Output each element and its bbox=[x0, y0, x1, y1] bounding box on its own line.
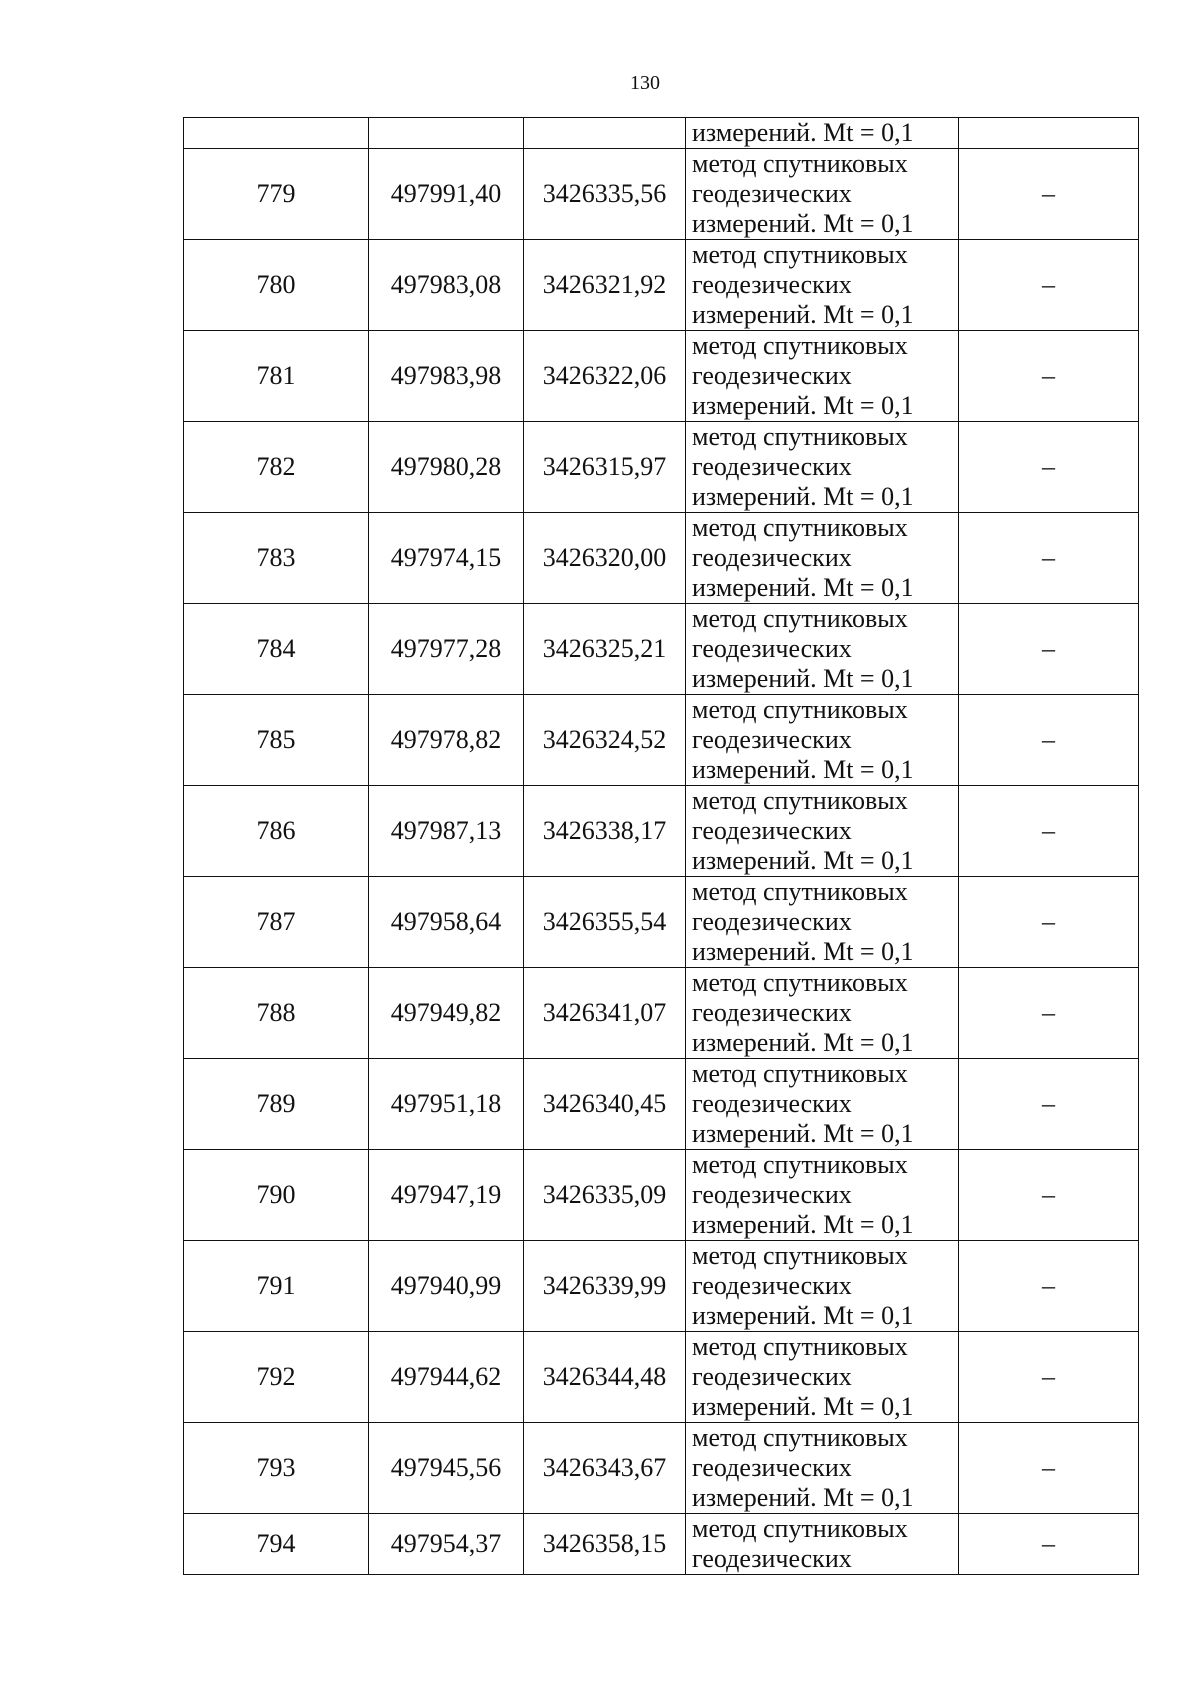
cell-x-coordinate: 497945,56 bbox=[369, 1423, 524, 1514]
cell-y-coordinate: 3426340,45 bbox=[524, 1059, 686, 1150]
cell-y-coordinate: 3426338,17 bbox=[524, 786, 686, 877]
method-line: метод спутниковых bbox=[692, 1059, 908, 1088]
table-row bbox=[184, 968, 1139, 1059]
method-line: метод спутниковых bbox=[692, 149, 908, 178]
cell-x-coordinate: 497958,64 bbox=[369, 877, 524, 968]
cell-method bbox=[686, 1423, 959, 1514]
method-line: метод спутниковых bbox=[692, 1514, 908, 1543]
cell-y-coordinate: 3426358,15 bbox=[524, 1514, 686, 1575]
method-line: геодезических bbox=[692, 1180, 852, 1209]
cell-point-number: 779 bbox=[184, 149, 369, 240]
cell-extra-empty bbox=[959, 118, 1139, 149]
cell-x-coordinate: 497978,82 bbox=[369, 695, 524, 786]
cell-extra: – bbox=[959, 695, 1139, 786]
cell-x-coordinate: 497977,28 bbox=[369, 604, 524, 695]
table-row bbox=[184, 149, 1139, 240]
cell-extra: – bbox=[959, 331, 1139, 422]
cell-extra: – bbox=[959, 149, 1139, 240]
cell-extra: – bbox=[959, 1059, 1139, 1150]
cell-y-coordinate: 3426335,09 bbox=[524, 1150, 686, 1241]
cell-x-coordinate: 497954,37 bbox=[369, 1514, 524, 1575]
cell-method bbox=[686, 240, 959, 331]
cell-method bbox=[686, 1514, 959, 1575]
cell-point-number: 783 bbox=[184, 513, 369, 604]
method-line: геодезических bbox=[692, 907, 852, 936]
cell-y-coordinate: 3426335,56 bbox=[524, 149, 686, 240]
table-row bbox=[184, 240, 1139, 331]
method-line: геодезических bbox=[692, 270, 852, 299]
cell-extra: – bbox=[959, 422, 1139, 513]
method-line: геодезических bbox=[692, 725, 852, 754]
cell-x-coordinate: 497940,99 bbox=[369, 1241, 524, 1332]
method-line: измерений. Mt = 0,1 bbox=[692, 846, 914, 875]
cell-extra: – bbox=[959, 604, 1139, 695]
table-row bbox=[184, 1332, 1139, 1423]
cell-method bbox=[686, 968, 959, 1059]
method-line: метод спутниковых bbox=[692, 1332, 908, 1361]
cell-y-coordinate: 3426341,07 bbox=[524, 968, 686, 1059]
cell-y-coordinate: 3426324,52 bbox=[524, 695, 686, 786]
cell-x-coordinate: 497983,98 bbox=[369, 331, 524, 422]
cell-extra: – bbox=[959, 1241, 1139, 1332]
cell-point-number: 794 bbox=[184, 1514, 369, 1575]
method-line: геодезических bbox=[692, 1362, 852, 1391]
cell-extra: – bbox=[959, 1332, 1139, 1423]
method-line: метод спутниковых bbox=[692, 1150, 908, 1179]
cell-method bbox=[686, 1332, 959, 1423]
method-line: метод спутниковых bbox=[692, 695, 908, 724]
method-line: измерений. Mt = 0,1 bbox=[692, 391, 914, 420]
cell-extra: – bbox=[959, 1150, 1139, 1241]
cell-y-coordinate: 3426343,67 bbox=[524, 1423, 686, 1514]
method-line: измерений. Mt = 0,1 bbox=[692, 1301, 914, 1330]
cell-point-number: 787 bbox=[184, 877, 369, 968]
cell-y-coordinate: 3426344,48 bbox=[524, 1332, 686, 1423]
table-body bbox=[184, 118, 1139, 1575]
cell-x-coordinate: 497949,82 bbox=[369, 968, 524, 1059]
cell-x-coordinate: 497987,13 bbox=[369, 786, 524, 877]
method-line: геодезических bbox=[692, 361, 852, 390]
cell-point-number: 784 bbox=[184, 604, 369, 695]
cell-point-number: 780 bbox=[184, 240, 369, 331]
method-line: измерений. Mt = 0,1 bbox=[692, 300, 914, 329]
method-line: метод спутниковых bbox=[692, 513, 908, 542]
cell-x-coordinate: 497974,15 bbox=[369, 513, 524, 604]
cell-method bbox=[686, 604, 959, 695]
table-row bbox=[184, 422, 1139, 513]
table-row bbox=[184, 786, 1139, 877]
cell-point-number: 789 bbox=[184, 1059, 369, 1150]
method-line: геодезических bbox=[692, 1544, 852, 1573]
cell-extra: – bbox=[959, 877, 1139, 968]
method-line: геодезических bbox=[692, 1453, 852, 1482]
cell-method bbox=[686, 331, 959, 422]
method-line: метод спутниковых bbox=[692, 1423, 908, 1452]
cell-x-coordinate: 497983,08 bbox=[369, 240, 524, 331]
method-line: измерений. Mt = 0,1 bbox=[692, 755, 914, 784]
cell-method bbox=[686, 1150, 959, 1241]
table-row bbox=[184, 513, 1139, 604]
table-row bbox=[184, 1241, 1139, 1332]
method-line: геодезических bbox=[692, 1271, 852, 1300]
cell-method bbox=[686, 149, 959, 240]
cell-method bbox=[686, 786, 959, 877]
cell-y-coordinate: 3426315,97 bbox=[524, 422, 686, 513]
cell-point-number: 782 bbox=[184, 422, 369, 513]
method-line: метод спутниковых bbox=[692, 240, 908, 269]
cell-point-number: 792 bbox=[184, 1332, 369, 1423]
cell-method bbox=[686, 695, 959, 786]
method-line: метод спутниковых bbox=[692, 786, 908, 815]
cell-method bbox=[686, 422, 959, 513]
cell-method bbox=[686, 513, 959, 604]
cell-x-coordinate: 497944,62 bbox=[369, 1332, 524, 1423]
cell-y-coordinate: 3426355,54 bbox=[524, 877, 686, 968]
cell-method bbox=[686, 877, 959, 968]
cell-y-coordinate: 3426325,21 bbox=[524, 604, 686, 695]
method-line: измерений. Mt = 0,1 bbox=[692, 1028, 914, 1057]
cell-extra: – bbox=[959, 968, 1139, 1059]
coordinates-table bbox=[183, 117, 1139, 1575]
method-line: измерений. Mt = 0,1 bbox=[692, 937, 914, 966]
method-line: измерений. Mt = 0,1 bbox=[692, 482, 914, 511]
table-row bbox=[184, 695, 1139, 786]
cell-method bbox=[686, 1059, 959, 1150]
cell-x-coordinate: 497980,28 bbox=[369, 422, 524, 513]
cell-extra: – bbox=[959, 1514, 1139, 1575]
cell-method-continued bbox=[686, 118, 959, 149]
method-line: геодезических bbox=[692, 452, 852, 481]
table-row bbox=[184, 1514, 1139, 1575]
method-line: измерений. Mt = 0,1 bbox=[692, 1483, 914, 1512]
method-line: измерений. Mt = 0,1 bbox=[692, 664, 914, 693]
cell-point-number: 791 bbox=[184, 1241, 369, 1332]
cell-extra: – bbox=[959, 1423, 1139, 1514]
method-line: геодезических bbox=[692, 998, 852, 1027]
cell-extra: – bbox=[959, 240, 1139, 331]
method-line: измерений. Mt = 0,1 bbox=[692, 1119, 914, 1148]
method-line: измерений. Mt = 0,1 bbox=[692, 1392, 914, 1421]
method-line: метод спутниковых bbox=[692, 422, 908, 451]
cell-x-coordinate: 497951,18 bbox=[369, 1059, 524, 1150]
method-line: метод спутниковых bbox=[692, 877, 908, 906]
method-line: измерений. Mt = 0,1 bbox=[692, 118, 914, 147]
method-line: измерений. Mt = 0,1 bbox=[692, 209, 914, 238]
cell-extra: – bbox=[959, 513, 1139, 604]
cell-point-number: 786 bbox=[184, 786, 369, 877]
table-row bbox=[184, 604, 1139, 695]
cell-x-empty bbox=[369, 118, 524, 149]
cell-point-number: 793 bbox=[184, 1423, 369, 1514]
method-line: метод спутниковых bbox=[692, 604, 908, 633]
method-line: метод спутниковых bbox=[692, 968, 908, 997]
cell-y-coordinate: 3426320,00 bbox=[524, 513, 686, 604]
cell-y-coordinate: 3426322,06 bbox=[524, 331, 686, 422]
cell-point-number: 788 bbox=[184, 968, 369, 1059]
cell-extra: – bbox=[959, 786, 1139, 877]
method-line: метод спутниковых bbox=[692, 1241, 908, 1270]
method-line: измерений. Mt = 0,1 bbox=[692, 573, 914, 602]
cell-point-number: 785 bbox=[184, 695, 369, 786]
cell-point-number: 781 bbox=[184, 331, 369, 422]
cell-x-coordinate: 497991,40 bbox=[369, 149, 524, 240]
method-line: метод спутниковых bbox=[692, 331, 908, 360]
cell-point-number: 790 bbox=[184, 1150, 369, 1241]
table-row bbox=[184, 877, 1139, 968]
cell-y-empty bbox=[524, 118, 686, 149]
cell-y-coordinate: 3426321,92 bbox=[524, 240, 686, 331]
method-line: измерений. Mt = 0,1 bbox=[692, 1210, 914, 1239]
table-row bbox=[184, 331, 1139, 422]
table-row bbox=[184, 1150, 1139, 1241]
method-line: геодезических bbox=[692, 816, 852, 845]
page-number: 130 bbox=[630, 72, 660, 94]
cell-y-coordinate: 3426339,99 bbox=[524, 1241, 686, 1332]
method-line: геодезических bbox=[692, 543, 852, 572]
table-row bbox=[184, 1423, 1139, 1514]
cell-num-empty bbox=[184, 118, 369, 149]
cell-x-coordinate: 497947,19 bbox=[369, 1150, 524, 1241]
table-row bbox=[184, 1059, 1139, 1150]
method-line: геодезических bbox=[692, 179, 852, 208]
method-line: геодезических bbox=[692, 634, 852, 663]
cell-method bbox=[686, 1241, 959, 1332]
table-row-continued bbox=[184, 118, 1139, 149]
method-line: геодезических bbox=[692, 1089, 852, 1118]
